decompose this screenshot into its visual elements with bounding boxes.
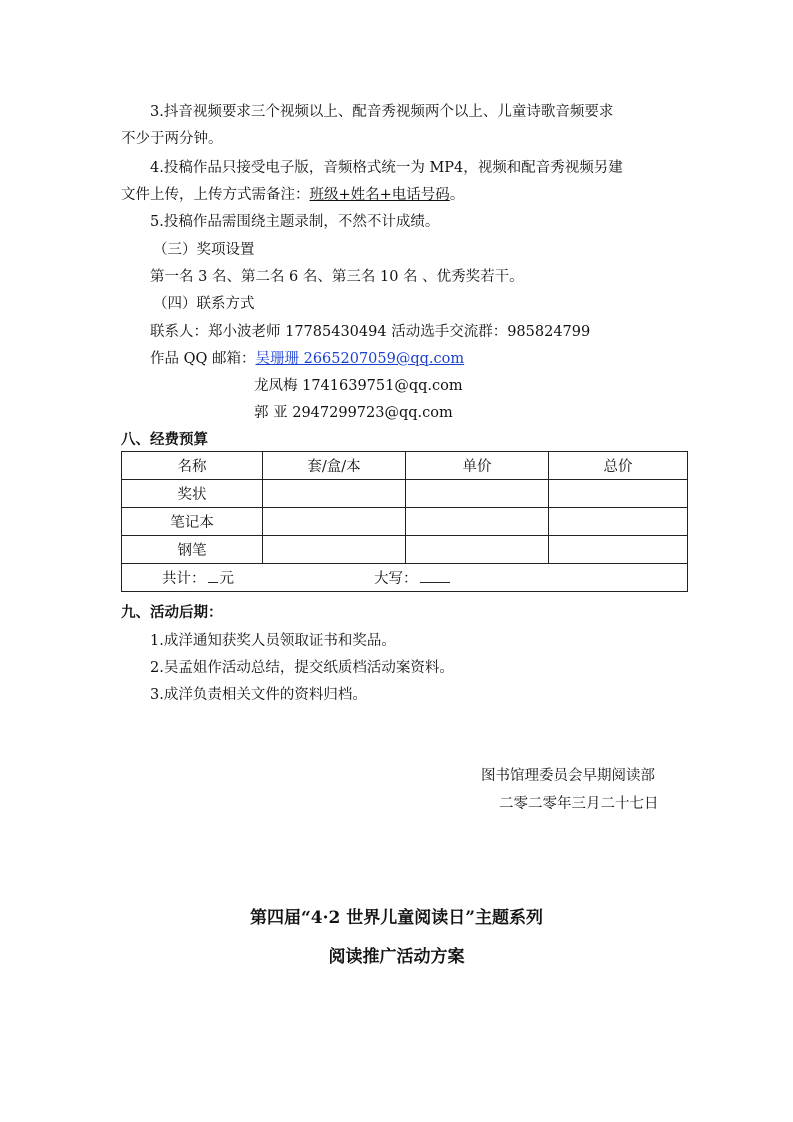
budget-heading: 八、经费预算 — [121, 431, 208, 448]
contact-heading: （四）联系方式 — [153, 296, 255, 312]
post-item-1: 1.成洋通知获奖人员领取证书和奖品。 — [150, 633, 396, 649]
table-total-row — [122, 564, 688, 592]
total-label: 共计： — [162, 571, 206, 587]
post-heading: 九、活动后期： — [121, 604, 223, 621]
next-title-line2: 阅读推广活动方案 — [328, 947, 465, 967]
total-cell — [122, 564, 688, 592]
row-unit-price — [406, 508, 549, 536]
signature-org: 图书馆理委员会早期阅读部 — [481, 768, 655, 784]
header-name: 名称 — [122, 452, 263, 480]
budget-table — [121, 451, 688, 592]
row-name: 奖状 — [122, 480, 263, 508]
row-total — [549, 536, 688, 564]
header-unit-price: 单价 — [406, 452, 549, 480]
awards-heading: （三）奖项设置 — [153, 242, 255, 258]
header-total-price: 总价 — [549, 452, 688, 480]
rule-item-4-line1: 4.投稿作品只接受电子版，音频格式统一为 MP4，视频和配音秀视频另建 — [150, 160, 623, 176]
capital-blank — [420, 581, 450, 583]
post-item-3: 3.成洋负责相关文件的资料归档。 — [150, 687, 367, 703]
table-row — [122, 508, 688, 536]
email-label: 作品 QQ 邮箱： — [150, 351, 256, 367]
row-quantity — [263, 480, 406, 508]
row-total — [549, 480, 688, 508]
table-header-row — [122, 452, 688, 480]
table-row — [122, 480, 688, 508]
row-name: 钢笔 — [122, 536, 263, 564]
total-blank — [208, 581, 218, 583]
rule-item-4-line2 — [121, 185, 464, 205]
table-row — [122, 536, 688, 564]
email-3: 郭 亚 2947299723@qq.com — [254, 405, 453, 421]
next-title-line1: 第四届“4·2 世界儿童阅读日”主题系列 — [249, 908, 544, 928]
contact-person: 联系人：郑小波老师 17785430494 活动选手交流群：985824799 — [150, 324, 591, 340]
awards-text: 第一名 3 名、第二名 6 名、第三名 10 名 、优秀奖若干。 — [150, 269, 524, 285]
row-total — [549, 508, 688, 536]
rule-item-3-line2: 不少于两分钟。 — [121, 131, 223, 147]
post-item-2: 2.吴孟姐作活动总结，提交纸质档活动案资料。 — [150, 660, 454, 676]
row-unit-price — [406, 480, 549, 508]
row-name: 笔记本 — [122, 508, 263, 536]
row-quantity — [263, 536, 406, 564]
signature-date: 二零二零年三月二十七日 — [499, 796, 659, 812]
row-quantity — [263, 508, 406, 536]
total-unit: 元 — [219, 571, 234, 587]
rule-item-3-line1: 3.抖音视频要求三个视频以上、配音秀视频两个以上、儿童诗歌音频要求 — [150, 104, 614, 120]
rule-item-4-prefix: 文件上传，上传方式需备注： — [121, 187, 310, 203]
email-line — [150, 349, 464, 369]
email-2: 龙凤梅 1741639751@qq.com — [254, 378, 463, 394]
capital-label: 大写： — [374, 571, 418, 587]
email-link-1[interactable]: 吴珊珊 2665207059@qq.com — [255, 351, 465, 367]
row-unit-price — [406, 536, 549, 564]
rule-item-5: 5.投稿作品需围绕主题录制，不然不计成绩。 — [150, 214, 440, 230]
upload-format: 班级+姓名+电话号码 — [309, 187, 450, 203]
header-quantity: 套/盒/本 — [263, 452, 406, 480]
rule-item-4-suffix: 。 — [449, 187, 465, 203]
